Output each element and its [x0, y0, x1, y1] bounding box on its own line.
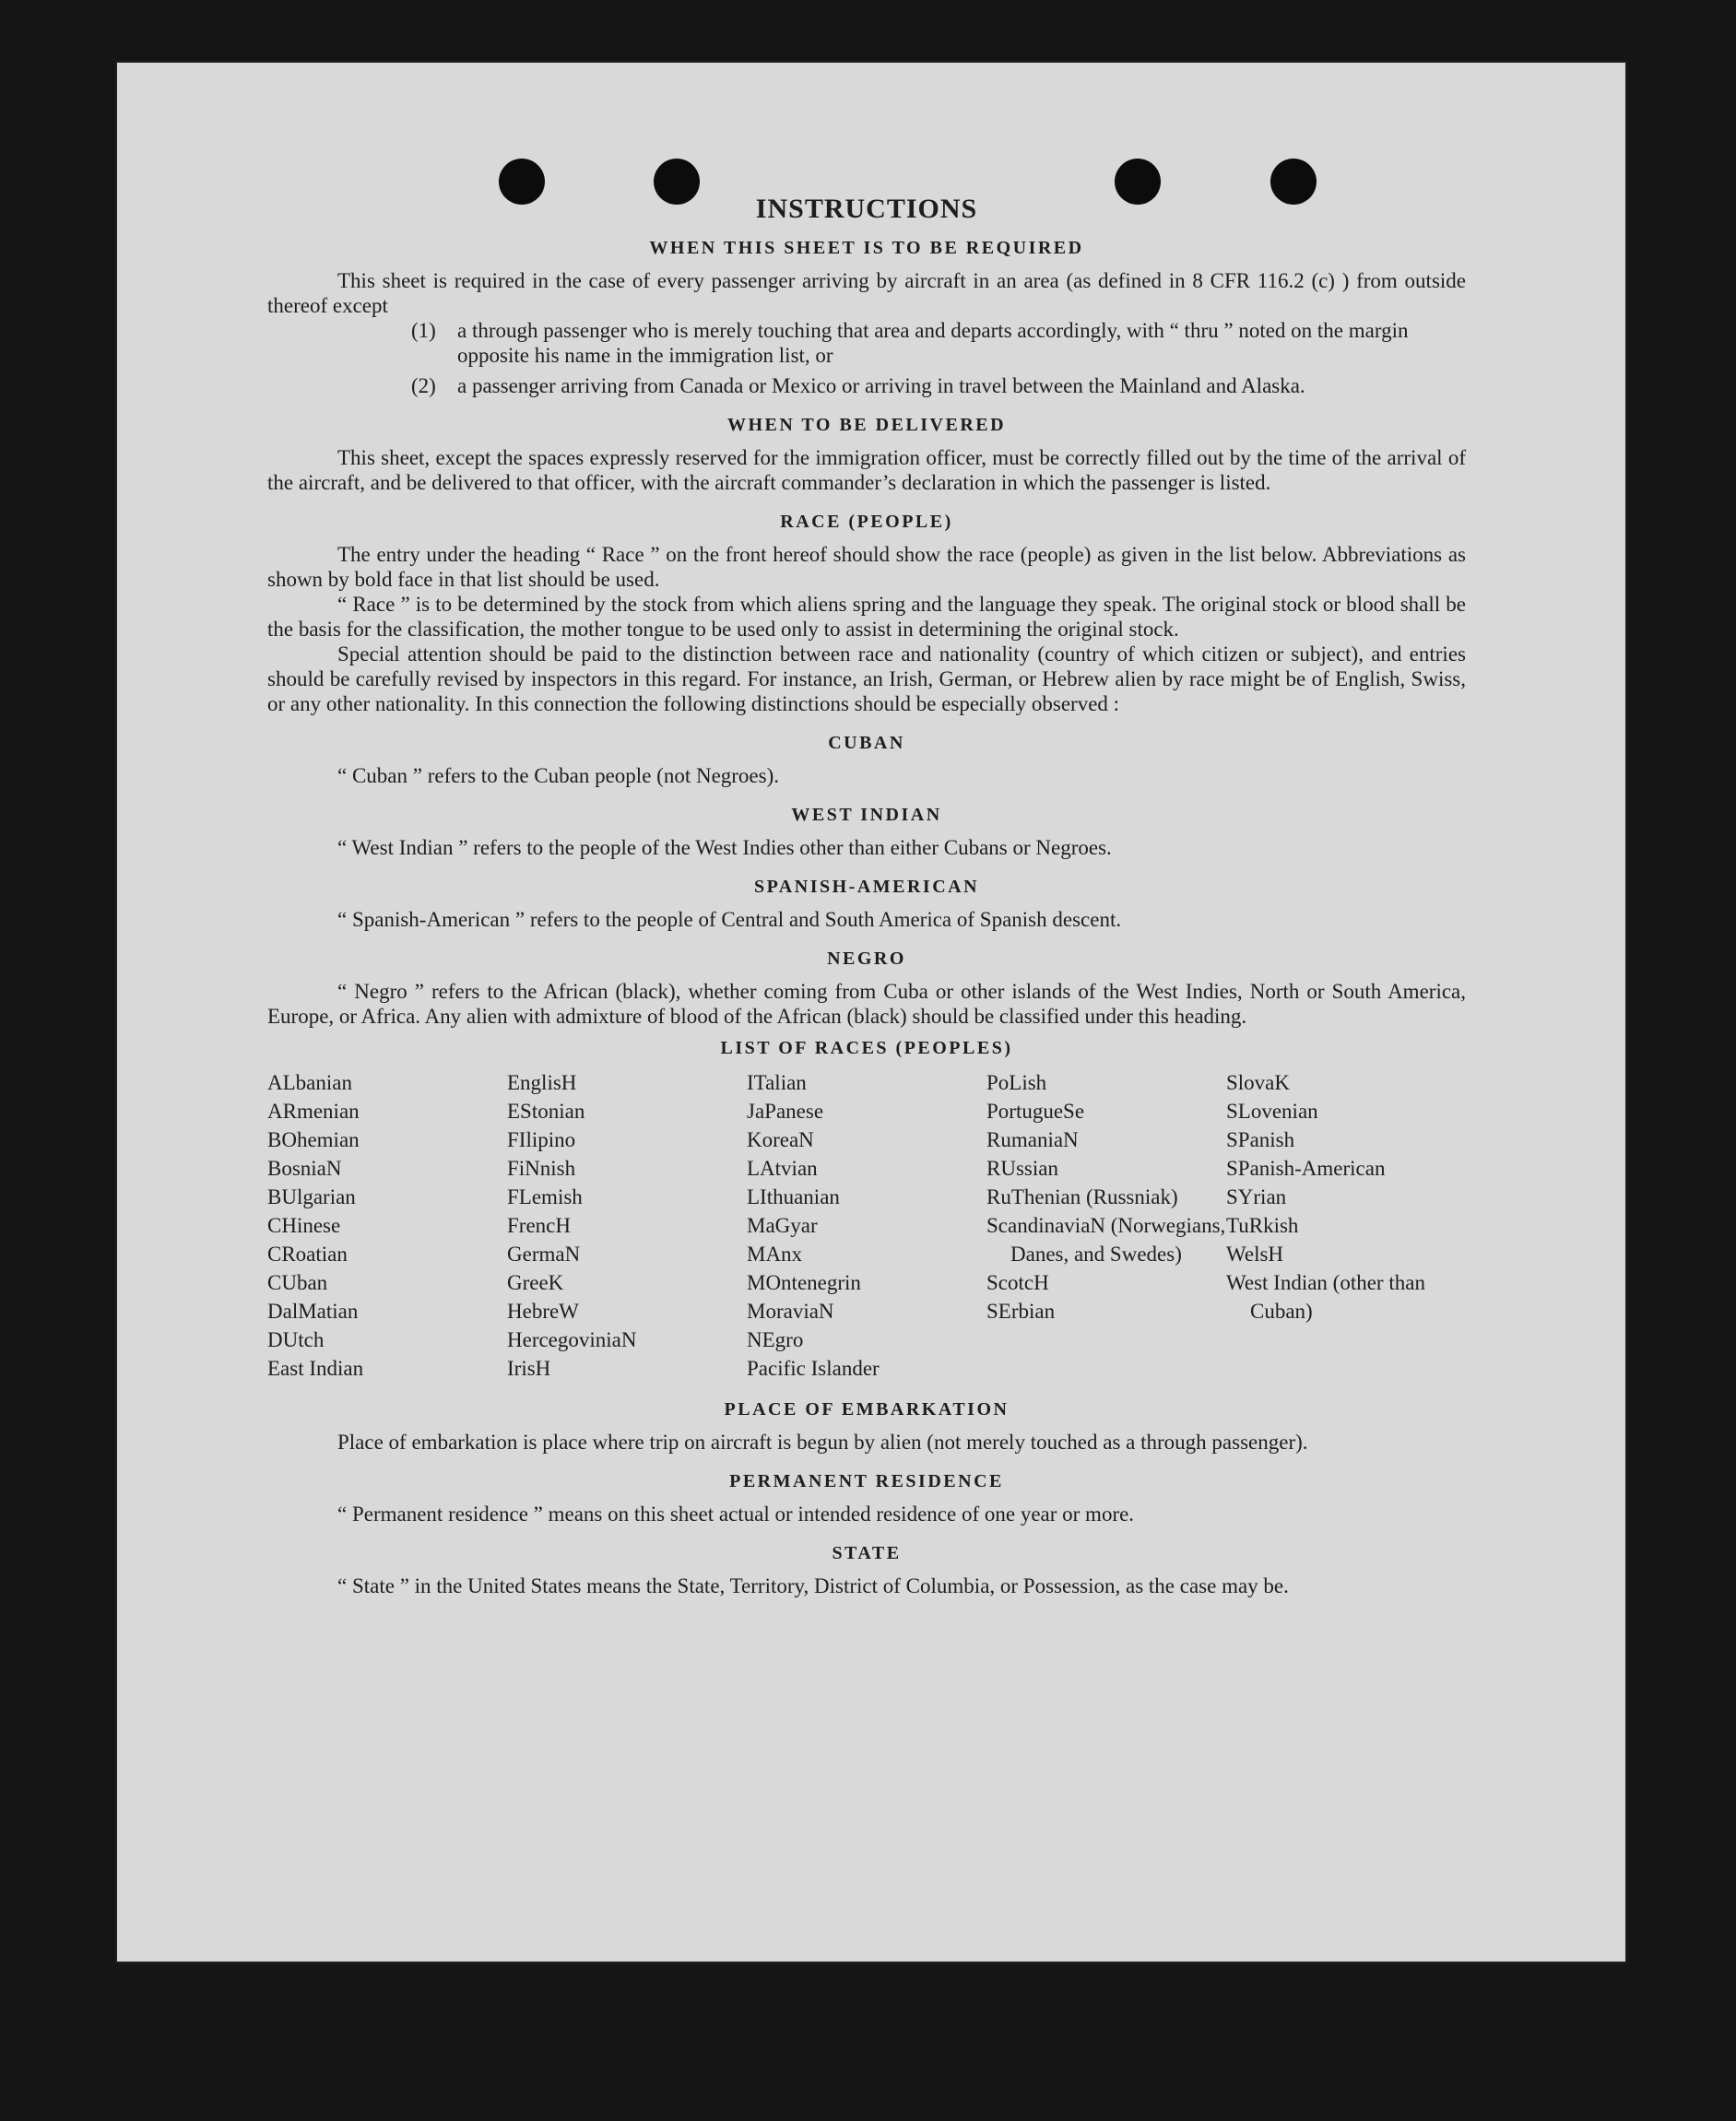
race-item: ScandinaviaN (Norwegians, Danes, and Swedes) — [986, 1214, 1226, 1266]
race-paragraph-1: The entry under the heading “ Race ” on the front hereof should show the race (people) as given in the list below. Abbreviations as shown by bold face in that list should be used. — [267, 543, 1466, 591]
heading-race: RACE (PEOPLE) — [780, 512, 953, 532]
race-list-column — [986, 1068, 1226, 1383]
delivered-text: This sheet, except the spaces expressly reserved for the immigration officer, must be correctly filled out by the time of the arrival of the aircraft, and be delivered to that officer, with the aircraft commander’s declaration in which the passenger is listed. — [267, 446, 1466, 494]
race-item: DUtch — [267, 1328, 325, 1351]
race-item: MOntenegrin — [747, 1271, 861, 1294]
document-body — [267, 194, 1466, 1598]
race-item: KoreaN — [747, 1128, 814, 1151]
race-list — [267, 1068, 1466, 1383]
race-item: ALbanian — [267, 1071, 352, 1094]
race-item: DalMatian — [267, 1300, 359, 1323]
race-item: ScotcH — [986, 1271, 1049, 1294]
race-item: EnglisH — [507, 1071, 577, 1094]
race-item: CRoatian — [267, 1243, 348, 1266]
race-paragraph-3: Special attention should be paid to the distinction between race and nationality (country of which citizen or subject), and entries should be carefully revised by inspectors in this regard. For instance, an Irish, German, or Hebrew alien by race might be of English, Swiss, or any other nationality. In this connection the following distinctions should be especially observed : — [267, 642, 1466, 715]
race-item: JaPanese — [747, 1100, 824, 1123]
race-item: LAtvian — [747, 1157, 818, 1180]
race-item: GermaN — [507, 1243, 581, 1266]
race-item: BUlgarian — [267, 1185, 356, 1208]
race-list-column — [747, 1068, 986, 1383]
race-item: IrisH — [507, 1357, 551, 1380]
race-item: EStonian — [507, 1100, 585, 1123]
race-item: SPanish-American — [1226, 1157, 1386, 1180]
race-item: SLovenian — [1226, 1100, 1318, 1123]
race-item: SYrian — [1226, 1185, 1287, 1208]
race-list-column — [507, 1068, 747, 1383]
heading-west-indian: WEST INDIAN — [791, 805, 942, 825]
west-indian-text: “ West Indian ” refers to the people of the West Indies other than either Cubans or Negroes. — [337, 836, 1112, 859]
item-text: a passenger arriving from Canada or Mexico or arriving in travel between the Mainland and Alaska. — [457, 374, 1305, 397]
race-item: SPanish — [1226, 1128, 1295, 1151]
exception-item — [411, 318, 1466, 368]
race-item: CUban — [267, 1271, 328, 1294]
negro-text: “ Negro ” refers to the African (black), whether coming from Cuba or other islands of the West Indies, North or South America, Europe, or Africa. Any alien with admixture of blood of the African (black) should be classified under this heading. — [267, 980, 1466, 1028]
race-item: MaGyar — [747, 1214, 818, 1237]
cuban-text: “ Cuban ” refers to the Cuban people (not Negroes). — [337, 764, 780, 787]
heading-list-of-races: LIST OF RACES (PEOPLES) — [720, 1038, 1013, 1058]
race-item: West Indian (other than Cuban) — [1226, 1271, 1425, 1323]
item-number: (1) — [411, 319, 436, 342]
race-item: ITalian — [747, 1071, 807, 1094]
exception-item — [411, 373, 1466, 398]
heading-state: STATE — [832, 1543, 902, 1563]
item-text: a through passenger who is merely touching that area and departs accordingly, with “ thru ” noted on the margin opposite his name in the immigration list, or — [457, 319, 1409, 367]
race-item: PortugueSe — [986, 1100, 1085, 1123]
race-item: RuThenian (Russniak) — [986, 1185, 1178, 1208]
heading-cuban: CUBAN — [828, 733, 905, 753]
heading-spanish-american: SPANISH-AMERICAN — [753, 877, 980, 897]
race-item: WelsH — [1226, 1243, 1284, 1266]
item-number: (2) — [411, 374, 436, 397]
race-item: HercegoviniaN — [507, 1328, 637, 1351]
race-item: RumaniaN — [986, 1128, 1079, 1151]
page-title: INSTRUCTIONS — [755, 194, 978, 224]
state-text: “ State ” in the United States means the State, Territory, District of Columbia, or Possession, as the case may be. — [337, 1574, 1289, 1597]
heading-residence: PERMANENT RESIDENCE — [729, 1471, 1004, 1491]
race-list-column — [1226, 1068, 1466, 1383]
embarkation-text: Place of embarkation is place where trip on aircraft is begun by alien (not merely touched as a through passenger). — [337, 1431, 1308, 1454]
race-item: ARmenian — [267, 1100, 360, 1123]
race-item: MoraviaN — [747, 1300, 834, 1323]
race-item: FLemish — [507, 1185, 583, 1208]
race-item: PoLish — [986, 1071, 1047, 1094]
heading-negro: NEGRO — [827, 949, 906, 969]
spanish-american-text: “ Spanish-American ” refers to the people of Central and South America of Spanish descent. — [337, 908, 1122, 931]
race-item: BOhemian — [267, 1128, 360, 1151]
race-item: BosniaN — [267, 1157, 342, 1180]
race-item: LIthuanian — [747, 1185, 840, 1208]
heading-embarkation: PLACE OF EMBARKATION — [724, 1399, 1010, 1420]
race-item: TuRkish — [1226, 1214, 1299, 1237]
race-item: HebreW — [507, 1300, 579, 1323]
race-item: FiNnish — [507, 1157, 576, 1180]
race-item: SErbian — [986, 1300, 1056, 1323]
race-item: East Indian — [267, 1357, 364, 1380]
race-item: FIlipino — [507, 1128, 576, 1151]
race-item: CHinese — [267, 1214, 341, 1237]
race-item: NEgro — [747, 1328, 804, 1351]
heading-delivered: WHEN TO BE DELIVERED — [726, 415, 1007, 435]
race-item: RUssian — [986, 1157, 1058, 1180]
required-intro: This sheet is required in the case of every passenger arriving by aircraft in an area (as defined in 8 CFR 116.2 (c) ) from outside thereof except — [267, 269, 1466, 317]
race-item: Pacific Islander — [747, 1357, 880, 1380]
race-item: FrencH — [507, 1214, 571, 1237]
race-item: MAnx — [747, 1243, 803, 1266]
race-item: SlovaK — [1226, 1071, 1290, 1094]
race-list-column — [267, 1068, 507, 1383]
heading-required: WHEN THIS SHEET IS TO BE REQUIRED — [649, 238, 1084, 258]
race-item: GreeK — [507, 1271, 564, 1294]
residence-text: “ Permanent residence ” means on this sheet actual or intended residence of one year or more. — [337, 1502, 1135, 1526]
race-paragraph-2: “ Race ” is to be determined by the stock from which aliens spring and the language they speak. The original stock or blood shall be the basis for the classification, the mother tongue to be used only to assist in determining the original stock. — [267, 593, 1466, 641]
